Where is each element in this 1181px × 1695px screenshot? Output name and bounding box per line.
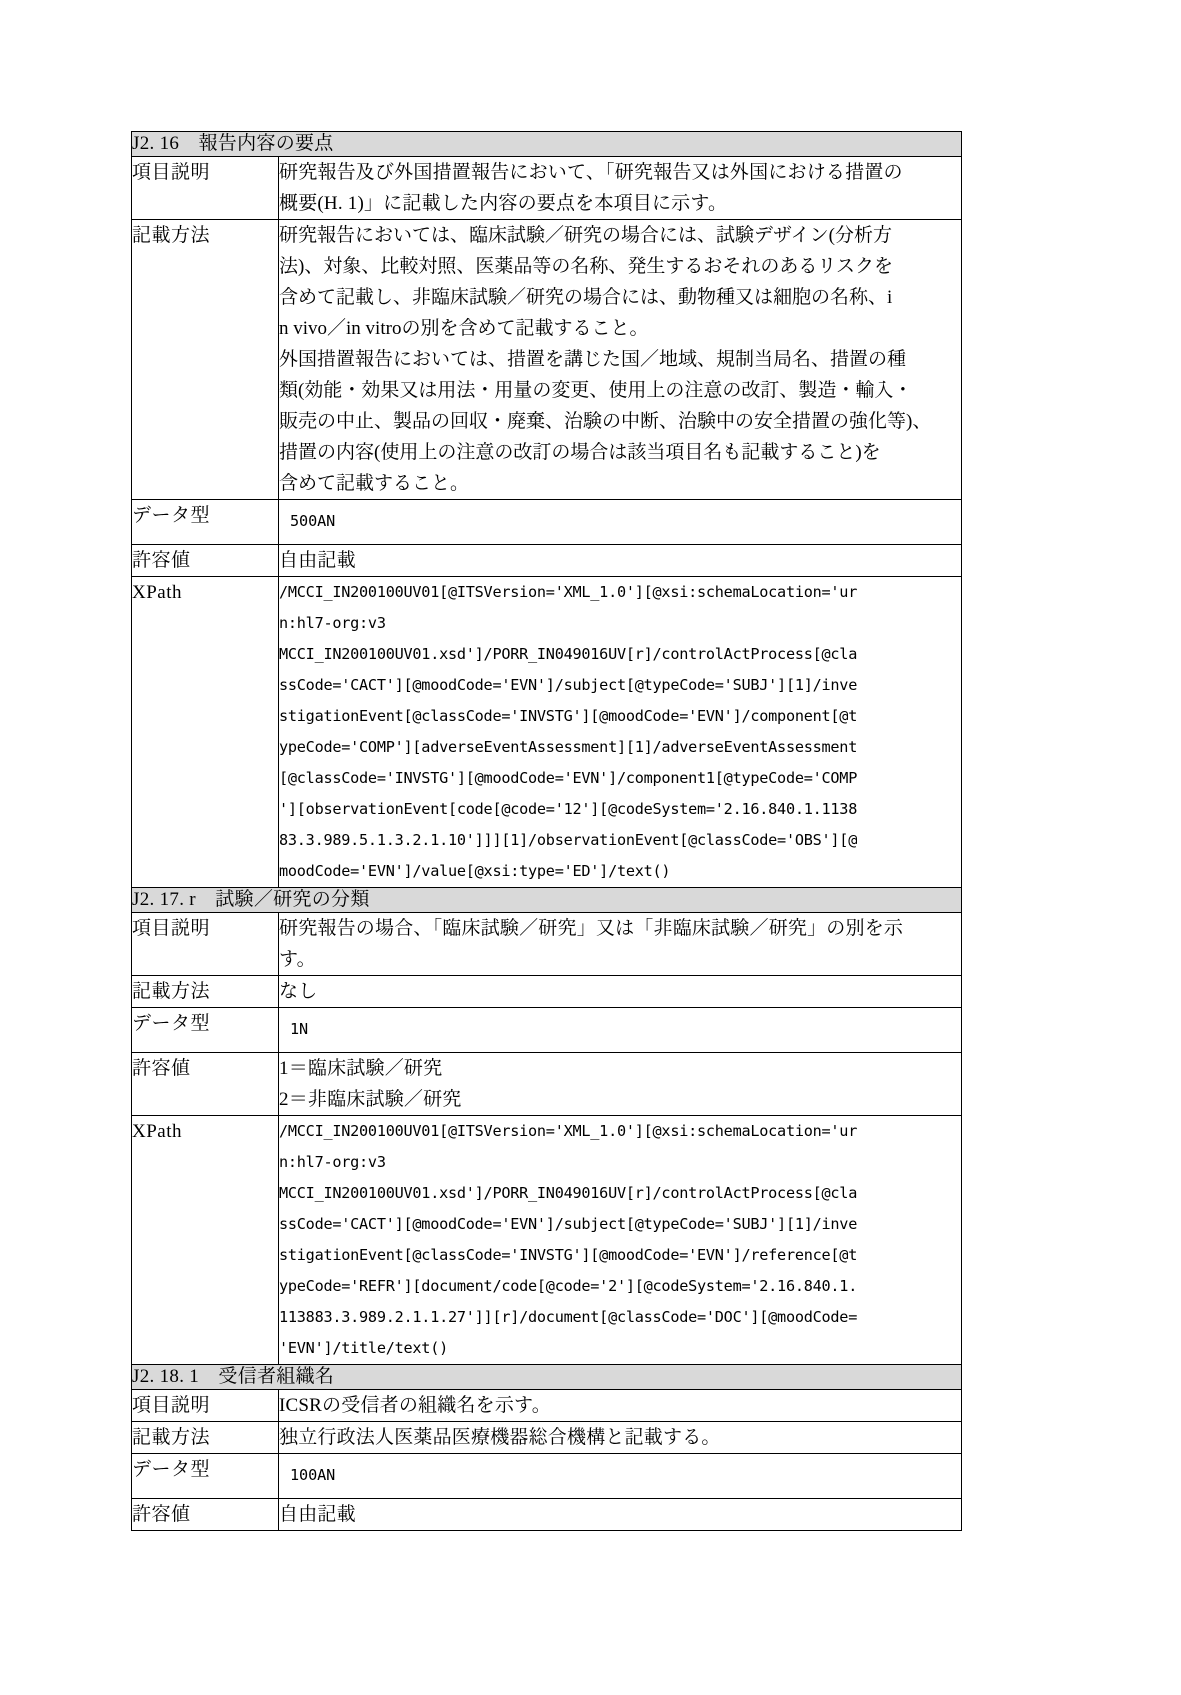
section-heading-text: J2. 18. 1 受信者組織名: [132, 1366, 335, 1387]
label-data-type: データ型: [132, 1454, 279, 1499]
value-xpath: /MCCI_IN200100UV01[@ITSVersion='XML_1.0'][@xsi:schemaLocation='ur n:hl7-org:v3 MCCI_IN200100UV01.xsd']/PORR_IN049016UV[r]/controlActProcess[@cla ssCode='CACT'][@moodCode='EVN']/subject[@typeCode='SUBJ'][1]/inve stigationEvent[@classCode='INVSTG'][@moodCode='EVN']/component[@t ypeCode='COMP'][adverseEventAssessment][1]/adverseEventAssessment [@classCode='INVSTG'][@moodCode='EVN']/component1[@typeCode='COMP '][observationEvent[code[@code='12'][@codeSystem='2.16.840.1.1138 83.3.989.5.1.3.2.1.10']]][1]/observationEvent[@classCode='OBS'][@ moodCode='EVN']/value[@xsi:type='ED']/text(): [279, 577, 962, 888]
value-data-type: 100AN: [279, 1454, 962, 1499]
row-item-description: [132, 1390, 962, 1422]
label-permitted-value: 許容値: [132, 545, 279, 577]
label-entry-method: 記載方法: [132, 1422, 279, 1454]
value-data-type: 1N: [279, 1008, 962, 1053]
section-header-j2-16: [132, 132, 962, 157]
row-xpath: [132, 1116, 962, 1365]
row-item-description: [132, 157, 962, 220]
label-permitted-value: 許容値: [132, 1499, 279, 1531]
row-permitted-value: [132, 545, 962, 577]
label-xpath: XPath: [132, 1116, 279, 1365]
value-entry-method: なし: [279, 976, 962, 1008]
label-data-type: データ型: [132, 500, 279, 545]
value-permitted-value: 1＝臨床試験／研究 2＝非臨床試験／研究: [279, 1053, 962, 1116]
label-permitted-value: 許容値: [132, 1053, 279, 1116]
section-header-j2-17-r: [132, 888, 962, 913]
row-entry-method: [132, 220, 962, 500]
value-data-type: 500AN: [279, 500, 962, 545]
value-permitted-value: 自由記載: [279, 1499, 962, 1531]
row-xpath: [132, 577, 962, 888]
specification-table: [131, 131, 962, 1531]
label-entry-method: 記載方法: [132, 976, 279, 1008]
value-xpath: /MCCI_IN200100UV01[@ITSVersion='XML_1.0'][@xsi:schemaLocation='ur n:hl7-org:v3 MCCI_IN200100UV01.xsd']/PORR_IN049016UV[r]/controlActProcess[@cla ssCode='CACT'][@moodCode='EVN']/subject[@typeCode='SUBJ'][1]/inve stigationEvent[@classCode='INVSTG'][@moodCode='EVN']/reference[@t ypeCode='REFR'][document/code[@code='2'][@codeSystem='2.16.840.1. 113883.3.989.2.1.1.27']][r]/document[@classCode='DOC'][@moodCode= 'EVN']/title/text(): [279, 1116, 962, 1365]
label-entry-method: 記載方法: [132, 220, 279, 500]
value-entry-method: 独立行政法人医薬品医療機器総合機構と記載する。: [279, 1422, 962, 1454]
value-item-description: 研究報告及び外国措置報告において、「研究報告又は外国における措置の 概要(H. 1)」に記載した内容の要点を本項目に示す。: [279, 157, 962, 220]
label-item-description: 項目説明: [132, 1390, 279, 1422]
row-data-type: [132, 1008, 962, 1053]
row-data-type: [132, 1454, 962, 1499]
row-item-description: [132, 913, 962, 976]
section-heading-text: J2. 17. r 試験／研究の分類: [132, 889, 370, 910]
label-data-type: データ型: [132, 1008, 279, 1053]
row-permitted-value: [132, 1499, 962, 1531]
row-permitted-value: [132, 1053, 962, 1116]
row-entry-method: [132, 976, 962, 1008]
section-heading-text: J2. 16 報告内容の要点: [132, 133, 334, 154]
section-header-j2-18-1: [132, 1365, 962, 1390]
value-permitted-value: 自由記載: [279, 545, 962, 577]
label-item-description: 項目説明: [132, 157, 279, 220]
row-entry-method: [132, 1422, 962, 1454]
value-item-description: ICSRの受信者の組織名を示す。: [279, 1390, 962, 1422]
value-item-description: 研究報告の場合、「臨床試験／研究」又は「非臨床試験／研究」の別を示 す。: [279, 913, 962, 976]
row-data-type: [132, 500, 962, 545]
value-entry-method: 研究報告においては、臨床試験／研究の場合には、試験デザイン(分析方 法)、対象、比較対照、医薬品等の名称、発生するおそれのあるリスクを 含めて記載し、非臨床試験／研究の場合には、動物種又は細胞の名称、i n vivo／in vitroの別を含めて記載すること。 外国措置報告においては、措置を講じた国／地域、規制当局名、措置の種 類(効能・効果又は用法・用量の変更、使用上の注意の改訂、製造・輸入・ 販売の中止、製品の回収・廃棄、治験の中断、治験中の安全措置の強化等)、 措置の内容(使用上の注意の改訂の場合は該当項目名も記載すること)を 含めて記載すること。: [279, 220, 962, 500]
label-xpath: XPath: [132, 577, 279, 888]
label-item-description: 項目説明: [132, 913, 279, 976]
